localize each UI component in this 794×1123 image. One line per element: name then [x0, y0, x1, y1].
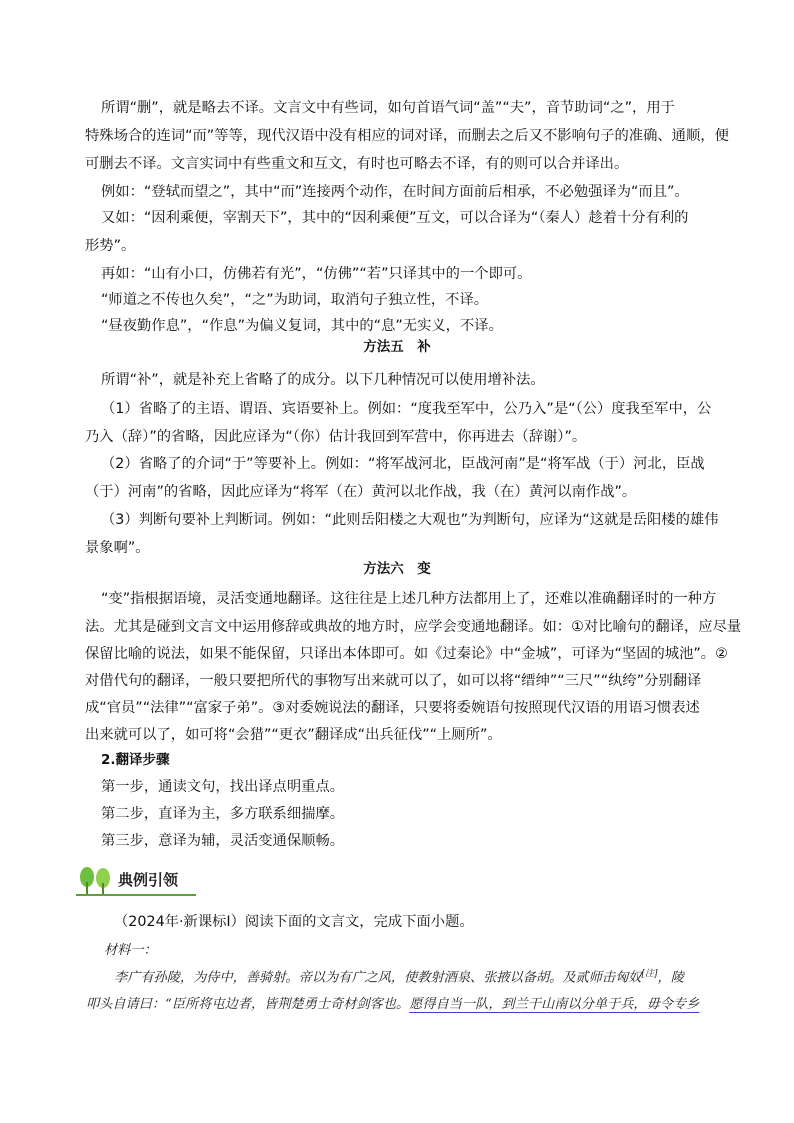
- footnote-marker: [注]: [641, 969, 658, 979]
- example-line: 再如：“山有小口，仿佛若有光”，“仿佛”“若”只译其中的一个即可。: [101, 266, 532, 282]
- steps-heading: 2.翻译步骤: [101, 752, 170, 768]
- paragraph-line: 所谓“补”，就是补充上省略了的成分。以下几种情况可以使用增补法。: [101, 372, 545, 388]
- classical-text: 李广有孙陵，为侍中，善骑射。帝以为有广之风，使教射酒泉、张掖以备胡。及贰师击匈奴: [114, 970, 642, 986]
- material-label: 材料一：: [104, 943, 157, 958]
- paragraph-line: “变”指根据语境，灵活变通地翻译。这往往是上述几种方法都用上了，还难以准确翻译时的一种方: [101, 591, 717, 607]
- paragraph-line: （2）省略了的介词“于”等要补上。例如：“将军战河北，臣战河南”是“将军战（于）河北，臣战: [101, 456, 705, 472]
- step-line: 第二步，直译为主，多方联系细揣摩。: [101, 806, 345, 822]
- classical-text-line: [114, 966, 684, 985]
- paragraph-line: 特殊场合的连词“而”等等，现代汉语中没有相应的词对译，而删去之后又不影响句子的准确、通顺，便: [85, 128, 729, 144]
- tree-icon: [76, 866, 116, 896]
- method5-heading: 方法五 补: [363, 339, 431, 355]
- paragraph-line: 成“官员”“法律”“富家子弟”。③对委婉说法的翻译，只要将委婉语句按照现代汉语的用语习惯表述: [85, 700, 700, 716]
- paragraph-line: 可删去不译。文言实词中有些重文和互文，有时也可略去不译，有的则可以合并译出。: [85, 156, 629, 172]
- classical-text: ，陵: [657, 970, 684, 986]
- paragraph-line: 所谓“删”，就是略去不译。文言文中有些词，如句首语气词“盖”“夫”，音节助词“之”，用于: [101, 100, 675, 116]
- example-line: 例如：“登轼而望之”，其中“而”连接两个动作，在时间方面前后相承，不必勉强译为“而且”。: [101, 184, 689, 200]
- example-line: 又如：“因利乘便，宰割天下”，其中的“因利乘便”互文，可以合译为“（秦人）趁着十分有利的: [101, 210, 689, 226]
- paragraph-line: 法。尤其是碰到文言文中运用修辞或典故的地方时，应学会变通地翻译。如：①对比喻句的翻译，应尽量: [85, 619, 742, 635]
- example-line: “昼夜勤作息”，“作息”为偏义复词，其中的“息”无实义，不译。: [101, 318, 503, 334]
- paragraph-line: （于）河南”的省略，因此应译为“将军（在）黄河以北作战，我（在）黄河以南作战”。: [85, 484, 637, 500]
- paragraph-line: 出来就可以了，如可将“会猎”“更衣”翻译成“出兵征伐”“上厕所”。: [85, 727, 502, 743]
- classical-text: 叩头自请曰：“臣所将屯边者，皆荆楚勇士奇材剑客也。: [86, 997, 410, 1012]
- step-line: 第三步，意译为辅，灵活变通保顺畅。: [101, 833, 345, 849]
- banner-underline: [76, 894, 196, 896]
- example-line: 形势”。: [85, 238, 136, 254]
- step-line: 第一步，通读文句，找出译点明重点。: [101, 779, 345, 795]
- paragraph-line: 乃入（辞）”的省略，因此应译为“（你）估计我回到军营中，你再进去（辞谢）”。: [85, 429, 587, 445]
- classical-text-line: [86, 993, 699, 1012]
- paragraph-line: （1）省略了的主语、谓语、宾语要补上。例如：“度我至军中，公乃入”是“（公）度我至军中，公: [101, 401, 712, 417]
- paragraph-line: 对借代句的翻译，一般只要把所代的事物写出来就可以了，如可以将“缙绅”“三尺”“纨绔”分别翻译: [85, 673, 702, 689]
- example-banner: [76, 866, 196, 896]
- banner-label: 典例引领: [118, 871, 179, 889]
- paragraph-line: （3）判断句要补上判断词。例如：“此则岳阳楼之大观也”为判断句，应译为“这就是岳阳楼的雄伟: [101, 512, 719, 528]
- example-line: “师道之不传也久矣”，“之”为助词，取消句子独立性，不译。: [101, 292, 489, 308]
- method6-heading: 方法六 变: [363, 561, 431, 577]
- question-prompt: （2024年·新课标Ⅰ）阅读下面的文言文，完成下面小题。: [114, 914, 474, 930]
- underlined-sentence: 愿得自当一队，到兰干山南以分单于兵，毋令专乡: [409, 997, 700, 1012]
- paragraph-line: 保留比喻的说法，如果不能保留，只译出本体即可。如《过秦论》中“金城”，可译为“坚固的城池”。②: [85, 646, 728, 662]
- paragraph-line: 景象啊”。: [85, 540, 150, 556]
